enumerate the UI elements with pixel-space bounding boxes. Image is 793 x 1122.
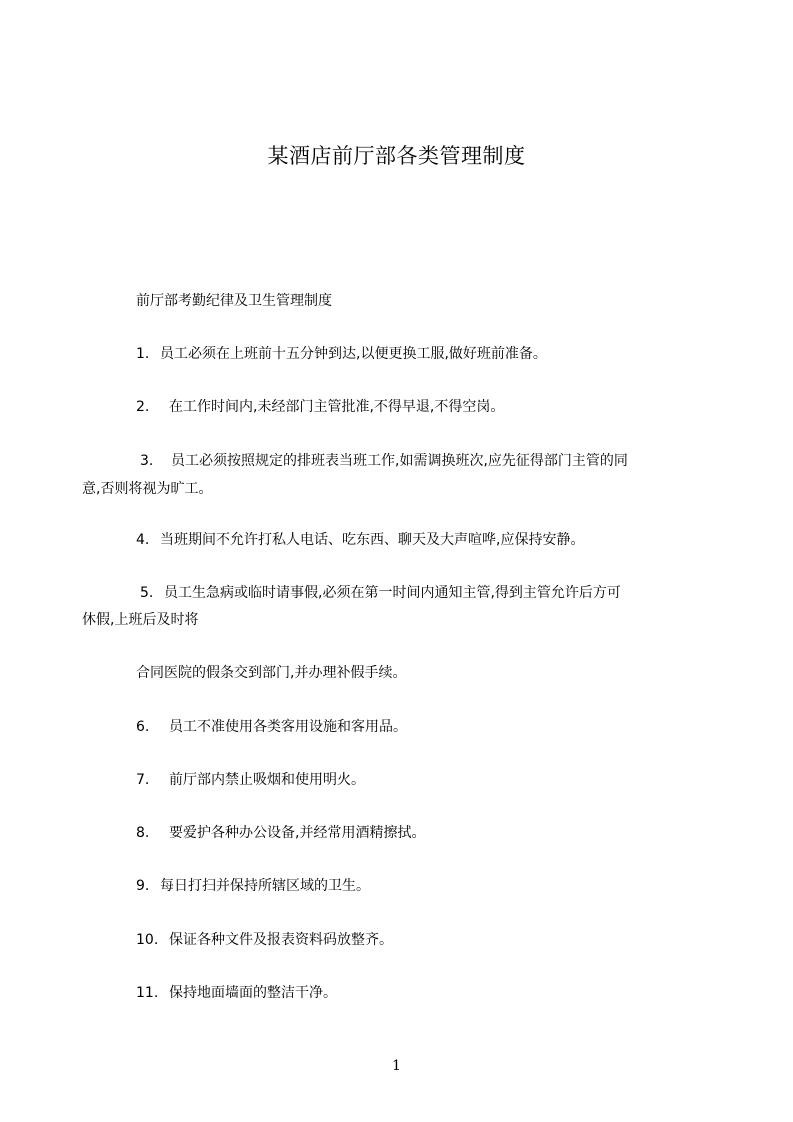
page-number: 1 xyxy=(392,1058,401,1074)
list-item-text: 在工作时间内,未经部门主管批准,不得早退,不得空岗。 xyxy=(169,399,505,415)
list-item-text: 合同医院的假条交到部门,并办理补假手续。 xyxy=(136,665,407,681)
list-item xyxy=(140,583,621,603)
list-item-text: 员工不准使用各类客用设施和客用品。 xyxy=(169,719,407,735)
section-heading: 前厅部考勤纪律及卫生管理制度 xyxy=(136,293,332,309)
list-item-number: 11. xyxy=(136,985,159,1001)
list-item xyxy=(136,663,406,683)
list-item-number: 3. xyxy=(140,453,154,469)
list-item-text: 员工必须按照规定的排班表当班工作,如需调换班次,应先征得部门主管的同 xyxy=(171,453,628,469)
list-item-continuation: 意,否则将视为旷工。 xyxy=(82,481,213,497)
list-item-number: 6. xyxy=(136,719,150,735)
list-item xyxy=(136,344,547,364)
list-item xyxy=(140,451,628,471)
list-item-number: 1. xyxy=(136,346,150,362)
list-item-number: 8. xyxy=(136,825,150,841)
list-item-number: 7. xyxy=(136,772,150,788)
list-item-text: 每日打扫并保持所辖区域的卫生。 xyxy=(160,878,370,894)
list-item-text: 员工生急病或临时请事假,必须在第一时间内通知主管,得到主管允许后方可 xyxy=(164,585,621,601)
list-item xyxy=(136,717,407,737)
list-item-number: 10. xyxy=(136,932,159,948)
list-item xyxy=(136,930,393,950)
document-title: 某酒店前厅部各类管理制度 xyxy=(267,144,526,168)
list-item-text: 要爱护各种办公设备,并经常用酒精擦拭。 xyxy=(169,825,426,841)
list-item xyxy=(136,983,337,1003)
list-item xyxy=(136,770,365,790)
list-item xyxy=(136,530,584,550)
list-item-continuation: 休假,上班后及时将 xyxy=(82,612,199,628)
list-item-number: 9. xyxy=(136,878,150,894)
list-item-text: 保持地面墙面的整洁干净。 xyxy=(169,985,337,1001)
list-item-number: 4. xyxy=(136,532,150,548)
list-item xyxy=(136,397,504,417)
list-item-text: 当班期间不允许打私人电话、吃东西、聊天及大声喧哗,应保持安静。 xyxy=(160,532,585,548)
list-item-text: 保证各种文件及报表资料码放整齐。 xyxy=(169,932,393,948)
list-item xyxy=(136,823,425,843)
list-item xyxy=(136,876,370,896)
list-item-text: 员工必须在上班前十五分钟到达,以便更换工服,做好班前准备。 xyxy=(160,346,547,362)
list-item-number: 5. xyxy=(140,585,154,601)
list-item-number: 2. xyxy=(136,399,150,415)
list-item-text: 前厅部内禁止吸烟和使用明火。 xyxy=(169,772,365,788)
